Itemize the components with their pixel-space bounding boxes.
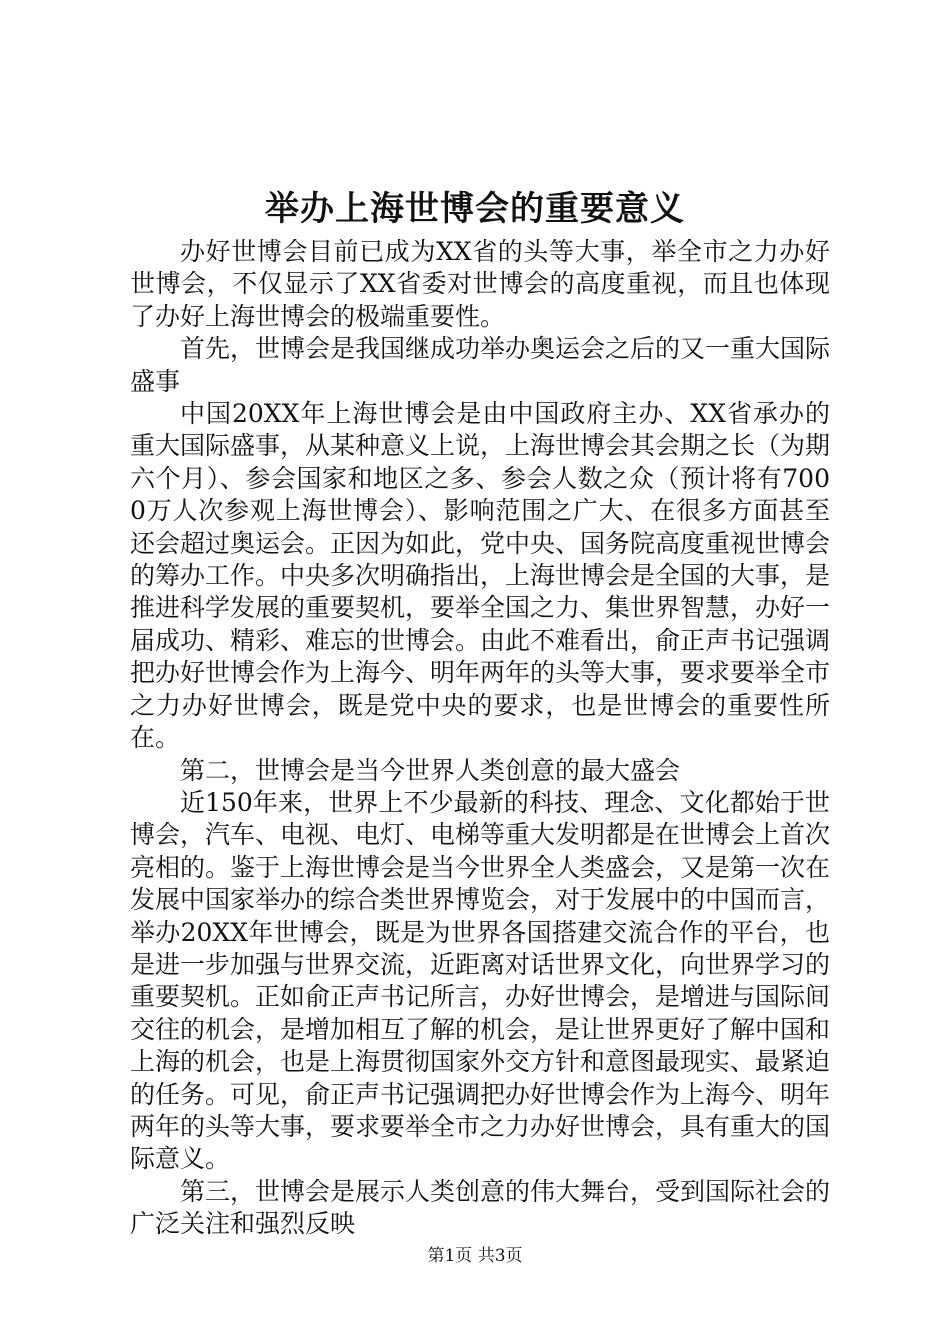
paragraph-heading-second: 第二，世博会是当今世界人类创意的最大盛会 <box>180 755 681 785</box>
page-number-footer: 第1页 共3页 <box>427 1246 523 1266</box>
document-title: 举办上海世博会的重要意义 <box>265 189 685 229</box>
paragraph-intro: 办好世博会目前已成为XX省的头等大事，举全市之力办好世博会，不仅显示了XX省委对世博会的高度重视，而且也体现了办好上海世博会的极端重要性。 <box>130 237 830 331</box>
paragraph-heading-first: 首先，世博会是我国继成功举办奥运会之后的又一重大国际盛事 <box>130 334 831 396</box>
paragraph-heading-third: 第三，世博会是展示人类创意的伟大舞台，受到国际社会的广泛关注和强烈反映 <box>130 1176 831 1239</box>
document-body <box>130 236 830 1241</box>
paragraph-second-detail: 近150年来，世界上不少最新的科技、理念、文化都始于世博会，汽车、电视、电灯、电梯等重大发明都是在世博会上首次亮相的。鉴于上海世博会是当今世界全人类盛会，又是第一次在发展中国家举办的综合类世界博览会，对于发展中的中国而言，举办20XX年世博会，既是为世界各国搭建交流合作的平台，也是进一步加强与世界交流，近距离对话世界文化，向世界学习的重要契机。正如俞正声书记所言，办好世博会，是增进与国际间交往的机会，是增加相互了解的机会，是让世界更好了解中国和上海的机会，也是上海贯彻国家外交方针和意图最现实、最紧迫的任务。可见，俞正声书记强调把办好世博会作为上海今、明年两年的头等大事，要求要举全市之力办好世博会，具有重大的国际意义。 <box>130 787 831 1174</box>
paragraph-first-detail: 中国20XX年上海世博会是由中国政府主办、XX省承办的重大国际盛事，从某种意义上说，上海世博会其会期之长（为期六个月）、参会国家和地区之多、参会人数之众（预计将有7000万人次参观上海世博会）、影响范围之广大、在很多方面甚至还会超过奥运会。正因为如此，党中央、国务院高度重视世博会的筹办工作。中央多次明确指出，上海世博会是全国的大事，是推进科学发展的重要契机，要举全国之力、集世界智慧，办好一届成功、精彩、难忘的世博会。由此不难看出，俞正声书记强调把办好世博会作为上海今、明年两年的头等大事，要求要举全市之力办好世博会，既是党中央的要求，也是世博会的重要性所在。 <box>130 399 831 753</box>
